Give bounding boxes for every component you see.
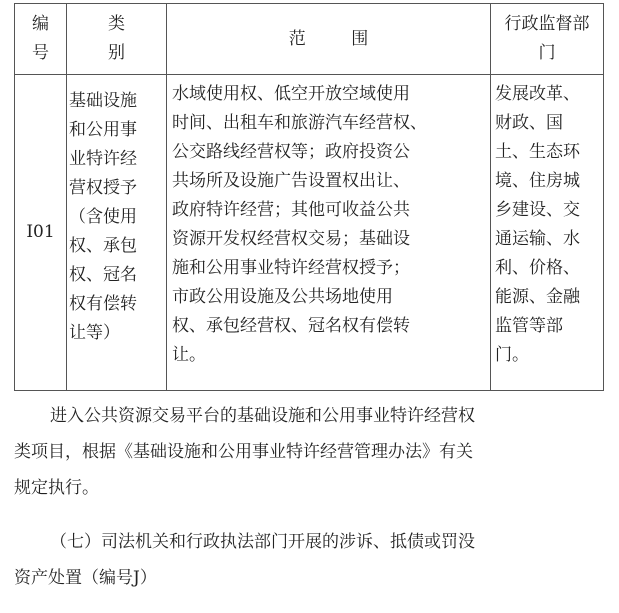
header-dept: [491, 4, 604, 75]
row-range-lines: [167, 75, 490, 374]
paragraph-judicial-assets: [14, 524, 610, 596]
dept-line: 乡建设、交: [495, 200, 580, 220]
dept-line: 土、生态环: [495, 142, 580, 162]
range-line: 市政公用设施及公共场地使用: [172, 287, 393, 307]
dept-line: 监管等部: [495, 316, 563, 336]
header-range: [167, 4, 491, 75]
paragraph1-line: 规定执行。: [14, 478, 99, 498]
range-line: 资源开发权经营权交易；基础设: [172, 229, 410, 249]
dept-line: 发展改革、: [495, 84, 580, 104]
paragraph1-line: 进入公共资源交易平台的基础设施和公用事业特许经营权: [50, 406, 475, 426]
paragraph-infrastructure: [14, 398, 610, 506]
row-dept-lines: [491, 75, 603, 370]
range-line: 让。: [172, 345, 206, 365]
row-code: I01: [15, 75, 67, 391]
header-category: [67, 4, 167, 75]
category-line: 让等）: [69, 323, 120, 343]
dept-line: 境、住房城: [495, 171, 580, 191]
row-range: [167, 75, 491, 391]
dept-line: 财政、国: [495, 113, 563, 133]
row-dept: [491, 75, 604, 391]
row-category: [67, 75, 167, 391]
scope-table: [14, 3, 604, 391]
category-line: （含使用: [69, 207, 137, 227]
range-line: 公交路线经营权等；政府投资公: [172, 142, 410, 162]
range-line: 共场所及设施广告设置权出让、: [172, 171, 410, 191]
range-line: 权、承包经营权、冠名权有偿转: [172, 316, 410, 336]
category-line: 权、承包: [69, 236, 137, 256]
category-line: 基础设施: [69, 91, 137, 111]
category-line: 权、冠名: [69, 265, 137, 285]
range-line: 施和公用事业特许经营权授予；: [172, 258, 410, 278]
dept-line: 能源、金融: [495, 287, 580, 307]
category-line: 和公用事: [69, 120, 137, 140]
paragraph2-line: 资产处置（编号J）: [14, 568, 157, 588]
header-code: [15, 4, 67, 75]
dept-line: 利、价格、: [495, 258, 580, 278]
header-dept-text: 行政监督部门: [504, 14, 590, 63]
paragraph2-line: （七）司法机关和行政执法部门开展的涉诉、抵债或罚没: [50, 532, 475, 552]
category-line: 权有偿转: [69, 294, 137, 314]
category-line: 营权授予: [69, 178, 137, 198]
row-category-lines: [67, 75, 166, 348]
range-line: 时间、出租车和旅游汽车经营权、: [172, 113, 427, 133]
range-line: 水域使用权、低空开放空域使用: [172, 84, 410, 104]
paragraph1-line: 类项目，根据《基础设施和公用事业特许经营管理办法》有关: [14, 442, 473, 462]
table-row: [15, 75, 604, 391]
category-line: 业特许经: [69, 149, 137, 169]
dept-line: 门。: [495, 345, 529, 365]
header-range-text: 范 围: [288, 28, 389, 49]
dept-line: 通运输、水: [495, 229, 580, 249]
header-code-text: 编号: [32, 14, 49, 63]
range-line: 政府特许经营；其他可收益公共: [172, 200, 410, 220]
table-header-row: [15, 4, 604, 75]
header-category-text: 类别: [108, 14, 125, 63]
